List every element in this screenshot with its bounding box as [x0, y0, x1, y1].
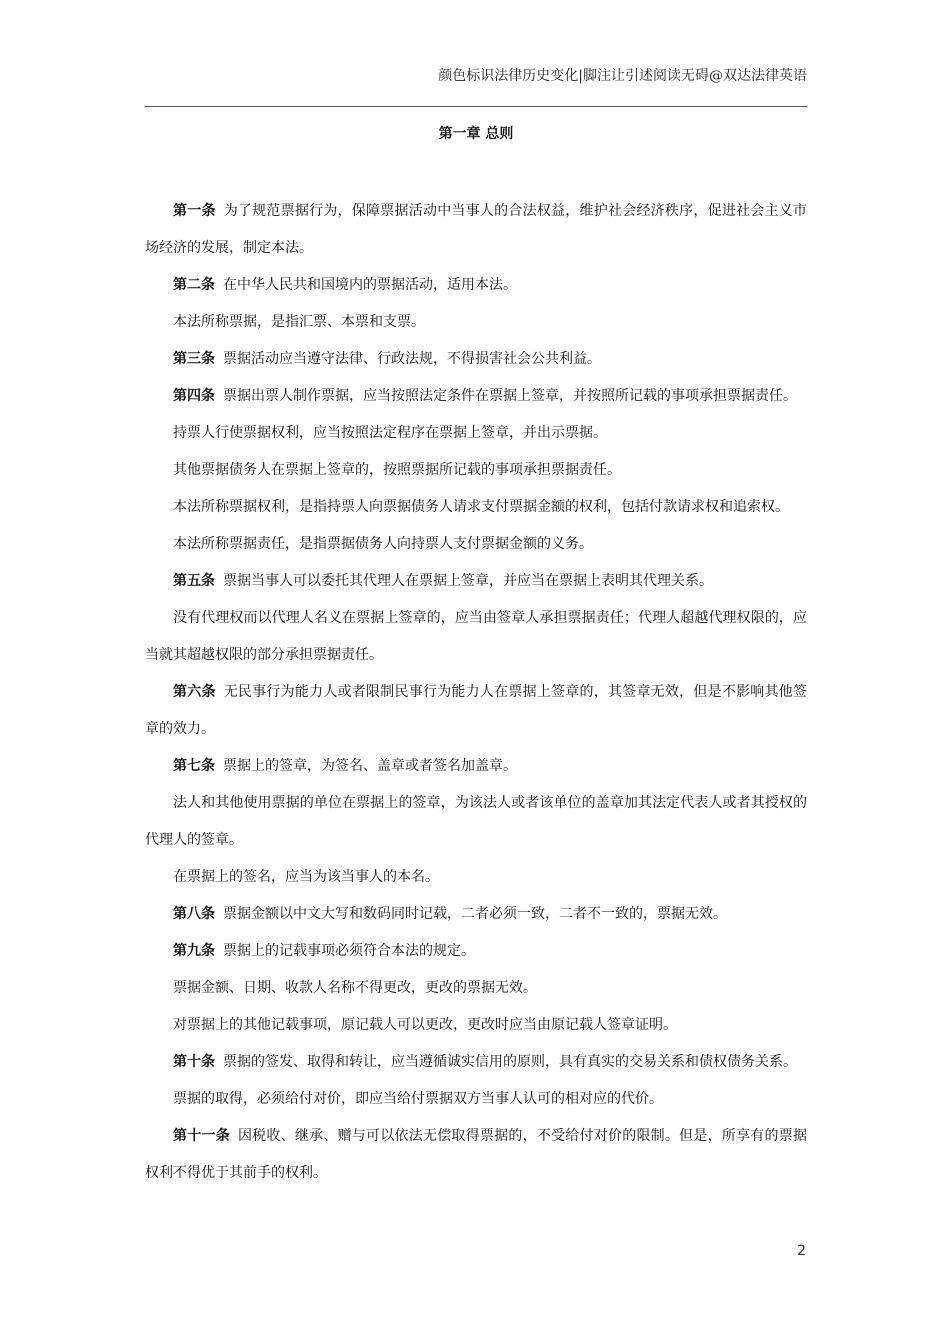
article-label: 第三条: [173, 351, 215, 367]
article-label: 第十条: [173, 1054, 215, 1070]
article-subparagraph: [145, 415, 807, 452]
article-label: 第六条: [173, 684, 216, 700]
article-paragraph: [145, 1118, 807, 1192]
article-subparagraph: [145, 600, 807, 674]
article-paragraph: [145, 341, 807, 378]
article-text: 其他票据债务人在票据上签章的，按照票据所记载的事项承担票据责任。: [173, 462, 621, 478]
article-label: 第五条: [173, 573, 215, 589]
article-label: 第九条: [173, 943, 215, 959]
article-label: 第七条: [173, 758, 215, 774]
article-text: 因税收、继承、赠与可以依法无偿取得票据的，不受给付对价的限制。但是，所享有的票据权利不得优于其前手的权利。: [145, 1128, 808, 1181]
chapter-title: 第一章 总则: [438, 126, 514, 142]
article-text: 票据上的签章，为签名、盖章或者签名加盖章。: [223, 758, 517, 774]
article-subparagraph: [145, 1081, 807, 1118]
article-subparagraph: [145, 489, 807, 526]
page-number: 2: [797, 1243, 806, 1259]
article-text: 票据出票人制作票据，应当按照法定条件在票据上签章，并按照所记载的事项承担票据责任。: [223, 388, 797, 404]
article-label: 第二条: [173, 277, 215, 293]
article-label: 第四条: [173, 388, 215, 404]
article-label: 第十一条: [173, 1128, 230, 1144]
article-text: 本法所称票据，是指汇票、本票和支票。: [173, 314, 425, 330]
article-subparagraph: [145, 526, 807, 563]
article-text: 票据当事人可以委托其代理人在票据上签章，并应当在票据上表明其代理关系。: [223, 573, 713, 589]
header-divider: [145, 106, 807, 107]
article-subparagraph: [145, 1007, 807, 1044]
article-subparagraph: [145, 304, 807, 341]
article-paragraph: [145, 674, 807, 748]
article-text: 票据金额、日期、收款人名称不得更改，更改的票据无效。: [173, 980, 537, 996]
article-text: 对票据上的其他记载事项，原记载人可以更改，更改时应当由原记载人签章证明。: [173, 1017, 677, 1033]
article-text: 为了规范票据行为，保障票据活动中当事人的合法权益，维护社会经济秩序，促进社会主义市场经济的发展，制定本法。: [145, 203, 808, 256]
article-text: 票据的签发、取得和转让，应当遵循诚实信用的原则，具有真实的交易关系和债权债务关系。: [223, 1054, 797, 1070]
article-text: 在票据上的签名，应当为该当事人的本名。: [173, 869, 439, 885]
article-label: 第一条: [173, 203, 216, 219]
article-paragraph: [145, 896, 807, 933]
article-subparagraph: [145, 970, 807, 1007]
article-label: 第八条: [173, 906, 215, 922]
article-text: 没有代理权而以代理人名义在票据上签章的，应当由签章人承担票据责任；代理人超越代理权限的，应当就其超越权限的部分承担票据责任。: [145, 610, 807, 663]
article-text: 票据上的记载事项必须符合本法的规定。: [223, 943, 475, 959]
article-paragraph: [145, 267, 807, 304]
article-paragraph: [145, 563, 807, 600]
article-paragraph: [145, 1044, 807, 1081]
article-subparagraph: [145, 452, 807, 489]
article-text: 无民事行为能力人或者限制民事行为能力人在票据上签章的，其签章无效，但是不影响其他签章的效力。: [145, 684, 808, 737]
article-body: [145, 193, 807, 1192]
article-text: 在中华人民共和国境内的票据活动，适用本法。: [223, 277, 517, 293]
article-text: 票据活动应当遵守法律、行政法规，不得损害社会公共利益。: [223, 351, 601, 367]
article-text: 本法所称票据责任，是指票据债务人向持票人支付票据金额的义务。: [173, 536, 593, 552]
article-paragraph: [145, 933, 807, 970]
article-paragraph: [145, 193, 807, 267]
article-subparagraph: [145, 859, 807, 896]
article-text: 法人和其他使用票据的单位在票据上的签章，为该法人或者该单位的盖章加其法定代表人或者其授权的代理人的签章。: [145, 795, 807, 848]
article-text: 持票人行使票据权利，应当按照法定程序在票据上签章，并出示票据。: [173, 425, 607, 441]
article-paragraph: [145, 748, 807, 785]
running-header: 颜色标识法律历史变化|脚注让引述阅读无碍@双达法律英语: [438, 68, 807, 84]
article-text: 票据金额以中文大写和数码同时记载，二者必须一致，二者不一致的，票据无效。: [223, 906, 727, 922]
article-paragraph: [145, 378, 807, 415]
article-text: 本法所称票据权利，是指持票人向票据债务人请求支付票据金额的权利，包括付款请求权和追索权。: [173, 499, 789, 515]
article-text: 票据的取得，必须给付对价，即应当给付票据双方当事人认可的相对应的代价。: [173, 1091, 663, 1107]
article-subparagraph: [145, 785, 807, 859]
